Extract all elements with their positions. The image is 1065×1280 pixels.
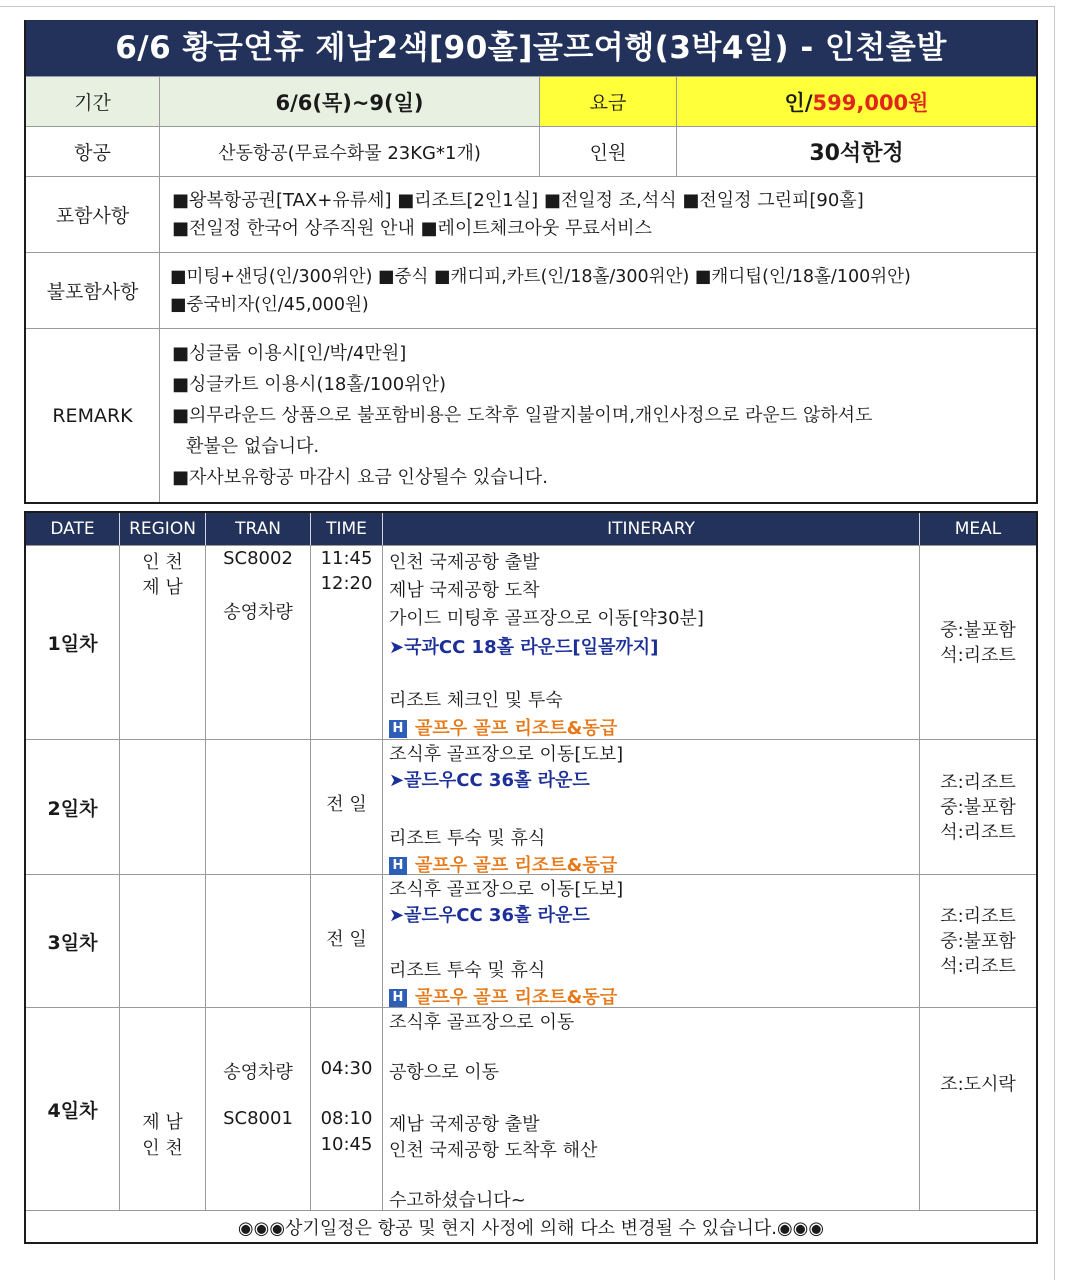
day-row [26, 1007, 1036, 1210]
tran-cell [206, 740, 311, 874]
hotel-name: 골프우 골프 리조트&동급 [415, 718, 618, 739]
itinerary-line: 가이드 미팅후 골프장으로 이동[약30분] [389, 608, 704, 629]
tran-cell [206, 1008, 311, 1210]
tran-text: SC8001 [223, 1108, 293, 1129]
hotel-icon: H [389, 720, 407, 738]
page-title: 6/6 황금연휴 제남2색[90홀]골프여행(3박4일) - 인천출발 [26, 20, 1036, 76]
time-text: 전 일 [326, 794, 367, 815]
col-date: DATE [26, 513, 120, 545]
included-row [26, 176, 1036, 252]
remark-label: REMARK [26, 329, 160, 502]
itinerary-cell [383, 740, 920, 874]
time-text: 전 일 [326, 929, 367, 950]
day-row [26, 545, 1036, 739]
fee-price: 599,000원 [812, 90, 929, 115]
time-cell [311, 1008, 383, 1210]
itinerary-table [24, 511, 1038, 1244]
hotel-name: 골프우 골프 리조트&동급 [415, 987, 618, 1008]
hotel-name: 골프우 골프 리조트&동급 [415, 855, 618, 876]
meal-text: 조:리조트 [940, 771, 1016, 793]
itinerary-line: 조식후 골프장으로 이동 [389, 1012, 575, 1033]
airline-label: 항공 [26, 127, 160, 176]
golf-round-line: ➤골드우CC 36홀 라운드 [389, 770, 590, 791]
itinerary-line: 제남 국제공항 출발 [389, 1114, 540, 1135]
meal-text: 조:도시락 [940, 1074, 1016, 1095]
time-text: 11:45 [320, 548, 373, 569]
col-tran: TRAN [206, 513, 311, 545]
fee-label: 요금 [540, 77, 677, 126]
day-label: 3일차 [26, 875, 120, 1007]
excluded-line: ■미팅+샌딩(인/300위안) ■중식 ■캐디피,카트(인/18홀/300위안) ■캐디팁(인/18홀/100위안) [170, 266, 911, 287]
itinerary-line: 리조트 투숙 및 휴식 [389, 960, 546, 981]
hotel-icon: H [389, 857, 407, 875]
period-value: 6/6(목)~9(일) [160, 77, 540, 126]
fee-prefix: 인/ [784, 90, 813, 115]
itinerary-line: 제남 국제공항 도착 [389, 580, 540, 601]
itinerary-line: 인천 국제공항 출발 [389, 552, 540, 573]
tour-summary [24, 20, 1038, 504]
top-divider [0, 6, 1055, 7]
day-label: 2일차 [26, 740, 120, 874]
region-cell [120, 1008, 206, 1210]
remark-line: 환불은 없습니다. [186, 436, 320, 457]
excluded-label: 불포함사항 [26, 253, 160, 328]
golf-round-line: ➤골드우CC 36홀 라운드 [389, 905, 590, 926]
itinerary-cell [383, 875, 920, 1007]
included-list [160, 177, 1036, 252]
hotel-line [389, 714, 617, 740]
itinerary-line: 인천 국제공항 도착후 해산 [389, 1140, 598, 1161]
meal-cell [920, 875, 1036, 1007]
airline-row [26, 126, 1036, 176]
remark-line: ■싱글카트 이용시(18홀/100위안) [172, 374, 446, 395]
day-label: 4일차 [26, 1008, 120, 1210]
itinerary-line: 조식후 골프장으로 이동[도보] [389, 879, 624, 900]
tran-text: SC8002 [223, 548, 293, 569]
remark-line: ■자사보유항공 마감시 요금 인상될수 있습니다. [172, 467, 548, 488]
pax-value: 30석한정 [809, 141, 904, 166]
region-text: 인 천 [142, 1138, 183, 1159]
itinerary-line: 리조트 투숙 및 휴식 [389, 828, 546, 849]
itinerary-header [26, 513, 1036, 545]
region-cell [120, 875, 206, 1007]
tran-cell [206, 546, 311, 739]
itinerary-line: 수고하셨습니다~ [389, 1190, 526, 1211]
tran-cell [206, 875, 311, 1007]
excluded-list [160, 253, 1036, 328]
day-row [26, 739, 1036, 874]
hotel-line [389, 851, 617, 877]
time-cell [311, 740, 383, 874]
time-cell [311, 875, 383, 1007]
col-time: TIME [311, 513, 383, 545]
time-cell [311, 546, 383, 739]
meal-text: 중:불포함 [940, 796, 1016, 818]
meal-text: 석:리조트 [940, 821, 1016, 843]
col-region: REGION [120, 513, 206, 545]
meal-text: 석:리조트 [940, 644, 1016, 666]
hotel-line [389, 983, 617, 1009]
time-text: 10:45 [320, 1134, 373, 1155]
meal-text: 중:불포함 [940, 930, 1016, 952]
region-cell [120, 740, 206, 874]
region-text: 제 남 [142, 577, 183, 598]
schedule-notice: ◉◉◉상기일정은 항공 및 현지 사정에 의해 다소 변경될 수 있습니다.◉◉◉ [26, 1210, 1036, 1242]
remark-list [160, 329, 1036, 502]
region-cell [120, 546, 206, 739]
tran-text: 송영차량 [223, 1062, 293, 1083]
tran-text: 송영차량 [223, 602, 293, 623]
remark-line: ■의무라운드 상품으로 불포함비용은 도착후 일괄지불이며,개인사정으로 라운드 않하셔도 [172, 405, 873, 426]
itinerary-line: 리조트 체크인 및 투숙 [389, 690, 563, 711]
itinerary-cell [383, 546, 920, 739]
itinerary-line: 조식후 골프장으로 이동[도보] [389, 744, 624, 765]
fee-value [677, 77, 1036, 126]
hotel-icon: H [389, 989, 407, 1007]
included-label: 포함사항 [26, 177, 160, 252]
region-text: 인 천 [142, 552, 183, 573]
golf-round-line: ➤국과CC 18홀 라운드[일몰까지] [389, 637, 659, 658]
period-row [26, 76, 1036, 126]
meal-text: 중:불포함 [940, 619, 1016, 641]
pax-label: 인원 [540, 127, 677, 176]
itinerary-cell [383, 1008, 920, 1210]
meal-text: 조:리조트 [940, 905, 1016, 927]
excluded-line: ■중국비자(인/45,000원) [170, 294, 369, 315]
remark-row [26, 328, 1036, 502]
included-line: ■전일정 한국어 상주직원 안내 ■레이트체크아웃 무료서비스 [172, 217, 652, 239]
time-text: 12:20 [320, 573, 373, 594]
time-text: 04:30 [320, 1058, 373, 1079]
meal-cell [920, 546, 1036, 739]
meal-cell [920, 740, 1036, 874]
time-text: 08:10 [320, 1108, 373, 1129]
day-row [26, 874, 1036, 1007]
remark-line: ■싱글룸 이용시[인/박/4만원] [172, 343, 407, 364]
meal-text: 석:리조트 [940, 955, 1016, 977]
period-label: 기간 [26, 77, 160, 126]
airline-value: 산동항공(무료수화물 23KG*1개) [160, 127, 540, 176]
day-label: 1일차 [26, 546, 120, 739]
col-itinerary: ITINERARY [383, 513, 920, 545]
region-text: 제 남 [142, 1112, 183, 1133]
itinerary-line: 공항으로 이동 [389, 1062, 500, 1083]
col-meal: MEAL [954, 519, 1002, 539]
meal-cell [920, 1008, 1036, 1210]
right-divider [1054, 6, 1055, 1280]
included-line: ■왕복항공권[TAX+유류세] ■리조트[2인1실] ■전일정 조,석식 ■전일정 그린피[90홀] [172, 189, 864, 211]
excluded-row [26, 252, 1036, 328]
